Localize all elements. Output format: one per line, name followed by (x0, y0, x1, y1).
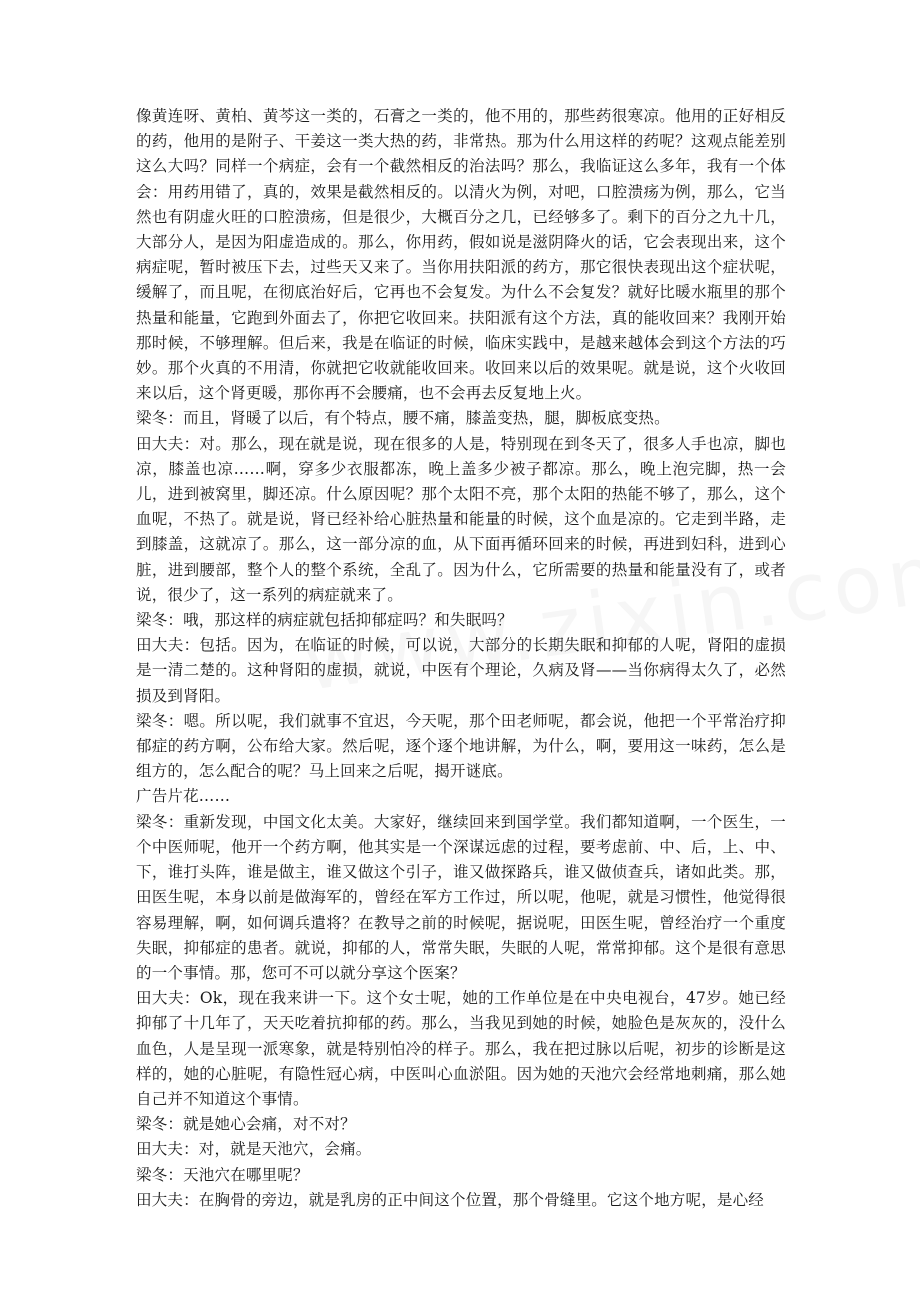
paragraph-11: 田大夫：对，就是天池穴，会痛。 (136, 1140, 372, 1159)
paragraph-10: 梁冬：就是她心会痛，对不对？ (136, 1115, 356, 1134)
paragraph-9: 田大夫：Ok，现在我来讲一下。这个女士呢，她的工作单位是在中央电视台，47岁。她已经抑郁了十几年了，天天吃着抗抑郁的药。那么，当我见到她的时候，她脸色是灰灰的，没什么血色，人是呈现一派寒象，就是特别怕冷的样子。那么，我在把过脉以后呢，初步的诊断是这样的，她的心脏呢，有隐性冠心病，中医叫心血淤阻。因为她的天池穴会经常地刺痛，那么她自己并不知道这个事情。 (136, 989, 786, 1108)
paragraph-12: 梁冬：天池穴在哪里呢？ (136, 1165, 309, 1184)
paragraph-2: 梁冬：而且，肾暖了以后，有个特点，腰不痛，膝盖变热，腿，脚板底变热。 (136, 409, 670, 428)
paragraph-8: 梁冬：重新发现，中国文化太美。大家好，继续回来到国学堂。我们都知道啊，一个医生，一个中医师呢，他开一个药方啊，他其实是一个深谋远虑的过程，要考虑前、中、后，上、中、下，谁打头阵，谁是做主，谁又做这个引子，谁又做探路兵，谁又做侦查兵，诸如此类。那，田医生呢，本身以前是做海军的，曾经在军方工作过，所以呢，他呢，就是习惯性，他觉得很容易理解，啊，如何调兵遣将？在教导之前的时候呢，据说呢，田医生呢，曾经治疗一个重度失眠，抑郁症的患者。就说，抑郁的人，常常失眠，失眠的人呢，常常抑郁。这个是很有意思的一个事情。那，您可不可以就分享这个医案？ (136, 812, 786, 982)
paragraph-13: 田大夫：在胸骨的旁边，就是乳房的正中间这个位置，那个骨缝里。它这个地方呢，是心经 (136, 1190, 765, 1209)
paragraph-6: 梁冬：嗯。所以呢，我们就事不宜迟，今天呢，那个田老师呢，都会说，他把一个平常治疗抑郁症的药方啊，公布给大家。然后呢，逐个逐个地讲解，为什么，啊，要用这一味药，怎么是组方的，怎么配合的呢？马上回来之后呢，揭开谜底。 (136, 711, 786, 781)
paragraph-5: 田大夫：包括。因为，在临证的时候，可以说，大部分的长期失眠和抑郁的人呢，肾阳的虚损是一清二楚的。这种肾阳的虚损，就说，中医有个理论，久病及肾——当你病得太久了，必然损及到肾阳。 (136, 636, 786, 705)
paragraph-7: 广告片花…… (136, 787, 231, 806)
document-page (136, 104, 786, 1213)
paragraph-1: 像黄连呀、黄柏、黄芩这一类的，石膏之一类的，他不用的，那些药很寒凉。他用的正好相反的药，他用的是附子、干姜这一类大热的药，非常热。那为什么用这样的药呢？这观点能差别这么大吗？同样一个病症，会有一个截然相反的治法吗？那么，我临证这么多年，我有一个体会：用药用错了，真的，效果是截然相反的。以清火为例，对吧，口腔溃疡为例，那么，它当然也有阴虚火旺的口腔溃疡，但是很少，大概百分之几，已经够多了。剩下的百分之九十几，大部分人，是因为阳虚造成的。那么，你用药，假如说是滋阴降火的话，它会表现出来，这个病症呢，暂时被压下去，过些天又来了。当你用扶阳派的药方，那它很快表现出这个症状呢，缓解了，而且呢，在彻底治好后，它再也不会复发。为什么不会复发？就好比暖水瓶里的那个热量和能量，它跑到外面去了，你把它收回来。扶阳派有这个方法，真的能收回来？我刚开始那时候，不够理解。但后来，我是在临证的时候，临床实践中，是越来越体会到这个方法的巧妙。那个火真的不用清，你就把它收就能收回来。收回来以后的效果呢。就是说，这个火收回来以后，这个肾更暖，那你再不会腰痛，也不会再去反复地上火。 (136, 107, 786, 403)
paragraph-4: 梁冬：哦，那这样的病症就包括抑郁症吗？和失眠吗？ (136, 611, 513, 630)
paragraph-3: 田大夫：对。那么，现在就是说，现在很多的人是，特别现在到冬天了，很多人手也凉，脚也凉，膝盖也凉……啊，穿多少衣服都冻，晚上盖多少被子都凉。那么，晚上泡完脚，热一会儿，进到被窝里，脚还凉。什么原因呢？那个太阳不亮，那个太阳的热能不够了，那么，这个血呢，不热了。就是说，肾已经补给心脏热量和能量的时候，这个血是凉的。它走到半路，走到膝盖，这就凉了。那么，这一部分凉的血，从下面再循环回来的时候，再进到妇科，进到心脏，进到腰部，整个人的整个系统，全乱了。因为什么，它所需要的热量和能量没有了，或者说，很少了，这一系列的病症就来了。 (136, 434, 786, 604)
